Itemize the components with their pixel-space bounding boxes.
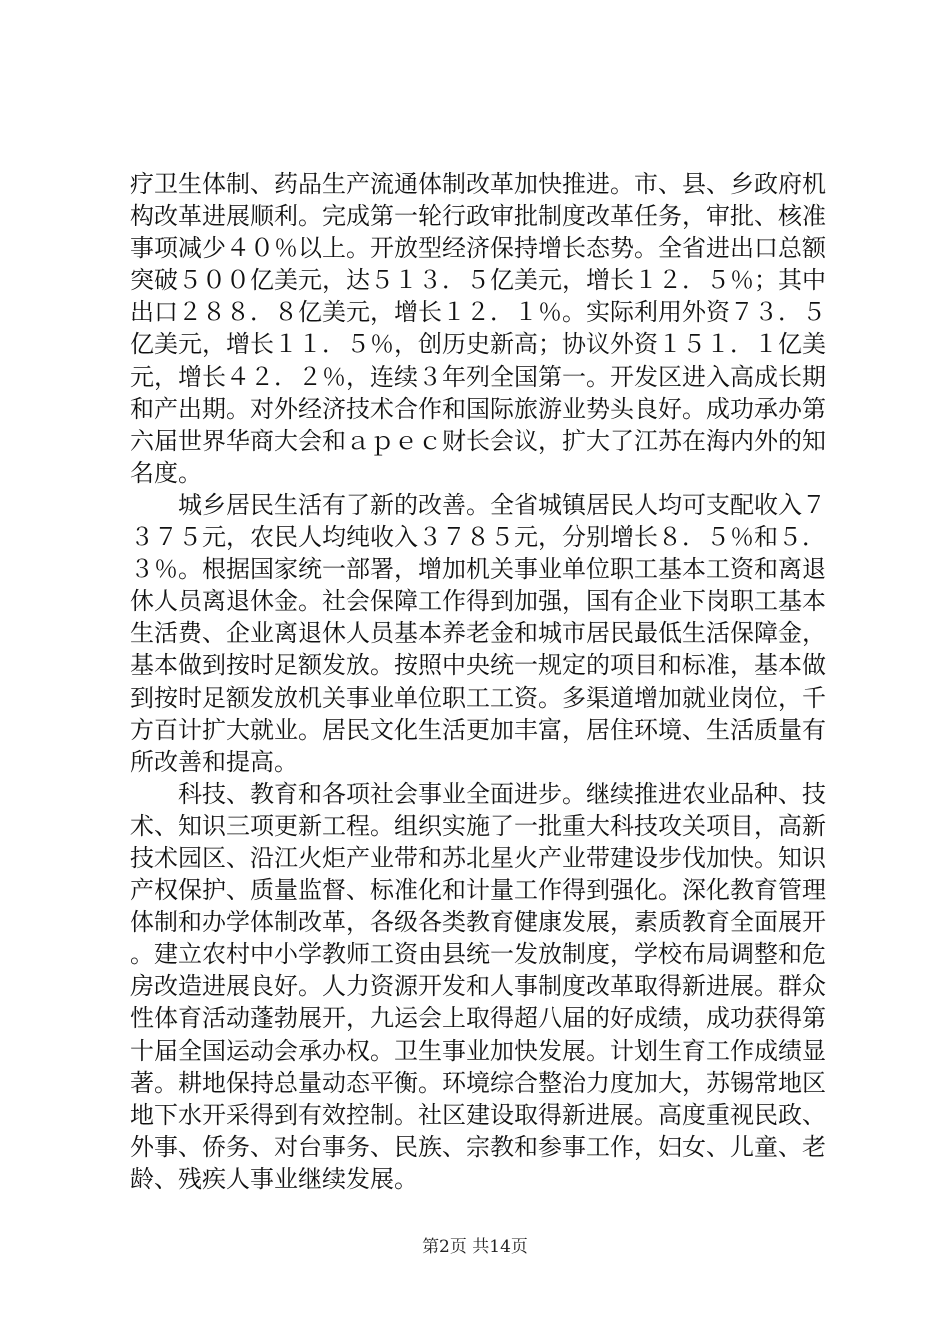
paragraph-1: 疗卫生体制、药品生产流通体制改革加快推进。市、县、乡政府机构改革进展顺利。完成第一轮行政审批制度改革任务，审批、核准事项减少４０％以上。开放型经济保持增长态势。全省进出口总额突破５００亿美元，达５１３．５亿美元，增长１２．５％；其中出口２８８．８亿美元，增长１２．１％。实际利用外资７３．５亿美元，增长１１．５％，创历史新高；协议外资１５１．１亿美元，增长４２．２％，连续３年列全国第一。开发区进入高成长期和产出期。对外经济技术合作和国际旅游业势头良好。成功承办第六届世界华商大会和ａｐｅｃ财长会议，扩大了江苏在海内外的知名度。 — [130, 170, 826, 487]
page-number-footer: 第2页 共14页 — [422, 1237, 528, 1257]
paragraph-2: 城乡居民生活有了新的改善。全省城镇居民人均可支配收入７３７５元，农民人均纯收入３７８５元，分别增长８．５％和５．３％。根据国家统一部署，增加机关事业单位职工基本工资和离退休人员离退休金。社会保障工作得到加强，国有企业下岗职工基本生活费、企业离退休人员基本养老金和城市居民最低生活保障金，基本做到按时足额发放。按照中央统一规定的项目和标准，基本做到按时足额发放机关事业单位职工工资。多渠道增加就业岗位，千方百计扩大就业。居民文化生活更加丰富，居住环境、生活质量有所改善和提高。 — [130, 490, 826, 776]
paragraph-3: 科技、教育和各项社会事业全面进步。继续推进农业品种、技术、知识三项更新工程。组织实施了一批重大科技攻关项目，高新技术园区、沿江火炬产业带和苏北星火产业带建设步伐加快。知识产权保护、质量监督、标准化和计量工作得到强化。深化教育管理体制和办学体制改革，各级各类教育健康发展，素质教育全面展开。建立农村中小学教师工资由县统一发放制度，学校布局调整和危房改造进展良好。人力资源开发和人事制度改革取得新进展。群众性体育活动蓬勃展开，九运会上取得超八届的好成绩，成功获得第十届全国运动会承办权。卫生事业加快发展。计划生育工作成绩显著。耕地保持总量动态平衡。环境综合整治力度加大，苏锡常地区地下水开采得到有效控制。社区建设取得新进展。高度重视民政、外事、侨务、对台事务、民族、宗教和参事工作，妇女、儿童、老龄、残疾人事业继续发展。 — [130, 779, 826, 1193]
document-body — [130, 168, 830, 1195]
